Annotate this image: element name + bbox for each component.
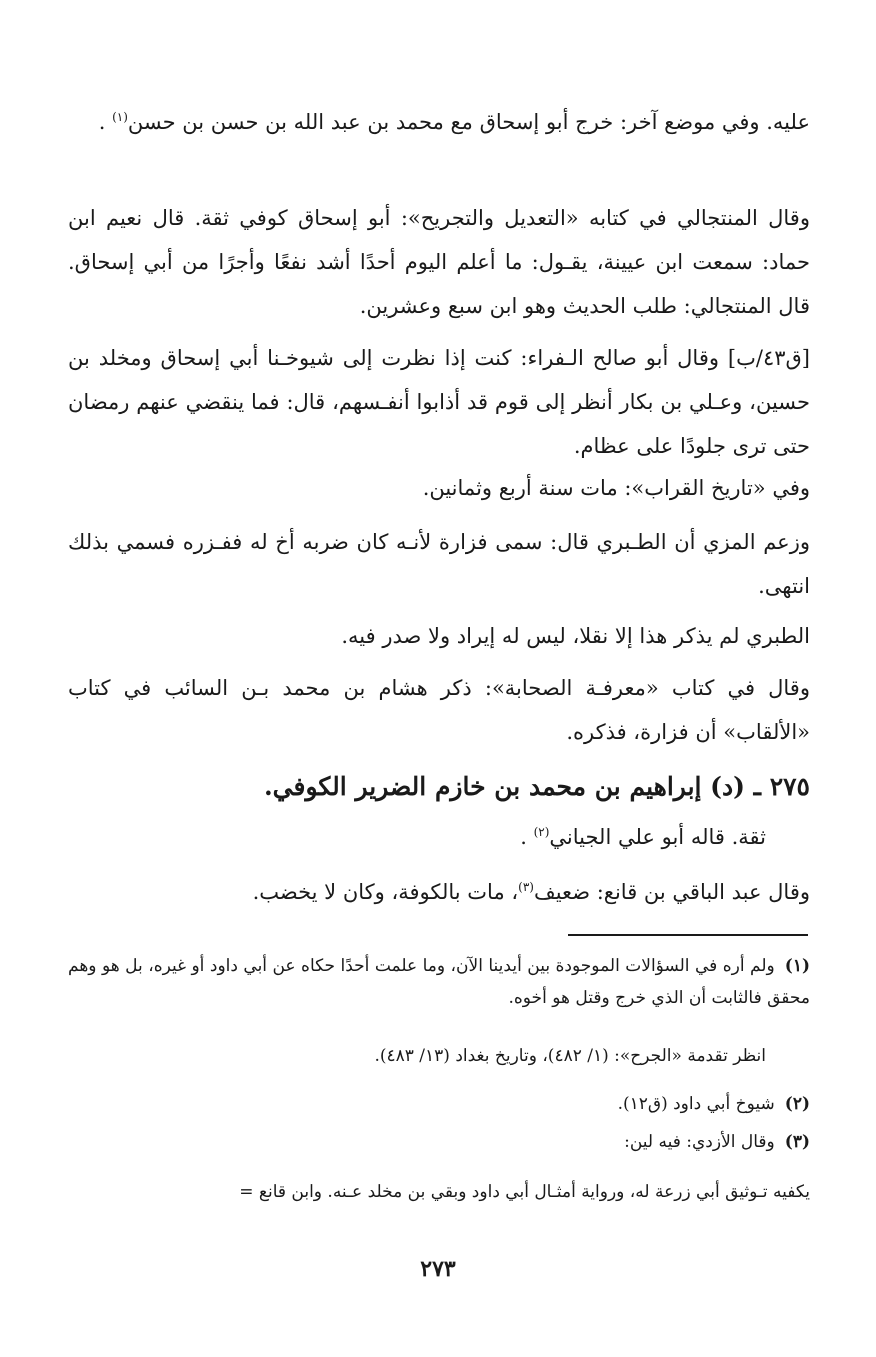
footnote-2-number: (٢) bbox=[784, 1094, 810, 1114]
footnote-1 bbox=[68, 950, 810, 1014]
footnote-2 bbox=[68, 1088, 810, 1120]
entry-line-1: ثقة. قاله أبو علي الجياني$^{(٢)}$ . bbox=[520, 825, 766, 849]
footnote-ref-3: (٣) bbox=[518, 880, 534, 894]
footnote-3-text: وقال الأزدي: فيه لين: bbox=[624, 1132, 775, 1152]
entry-line-1-text: ثقة. قاله أبو علي الجياني bbox=[549, 825, 766, 849]
entry-line-2-text-b: ، مات بالكوفة، وكان لا يخضب. bbox=[252, 880, 519, 904]
page-number: ٢٧٣ bbox=[420, 1256, 456, 1282]
footnote-3 bbox=[68, 1126, 810, 1158]
footnote-3-continuation: يكفيه تـوثيق أبي زرعة له، ورواية أمثـال أبي داود وبقي بن مخلد عـنه. وابن قانع = bbox=[239, 1182, 810, 1202]
paragraph-7: وقال في كتاب «معرفـة الصحابة»: ذكر هشام بن محمد بـن السائب في كتاب «الألقاب» أن فزارة، فذكره. bbox=[68, 676, 810, 744]
entry-heading: ٢٧٥ ـ (د) إبراهيم بن محمد بن خازم الضرير الكوفي. bbox=[263, 772, 810, 801]
paragraph-1: عليه. وفي موضع آخر: خرج أبو إسحاق مع محمد بن عبد الله بن حسن بن حسن$^{(١)}$ . bbox=[98, 110, 810, 134]
footnote-1-citation: انظر تقدمة «الجرح»: (١/ ٤٨٢)، وتاريخ بغداد (١٣/ ٤٨٣). bbox=[374, 1046, 766, 1066]
paragraph-4: وفي «تاريخ القراب»: مات سنة أربع وثمانين. bbox=[422, 476, 810, 500]
footnote-ref-2: (٢) bbox=[533, 825, 550, 839]
paragraph-5: وزعم المزي أن الطـبري قال: سمى فزارة لأنـه كان ضربه أخ له ففـزره فسمي بذلك انتهى. bbox=[68, 530, 810, 598]
paragraph-6: الطبري لم يذكر هذا إلا نقلا، ليس له إيراد ولا صدر فيه. bbox=[341, 624, 810, 648]
entry-line-2-text-a: وقال عبد الباقي بن قانع: ضعيف bbox=[533, 880, 810, 904]
footnote-3-number: (٣) bbox=[784, 1132, 810, 1152]
footnote-2-text: شيوخ أبي داود (ق١٢). bbox=[617, 1094, 775, 1114]
footnote-1-text: ولم أره في السؤالات الموجودة بين أيدينا الآن، وما علمت أحدًا حكاه عن أبي داود أو غيره، بل هو وهم محقق فالثابت أن الذي خرج وقتل هو أخوه. bbox=[68, 956, 810, 1008]
footnote-ref-1: (١) bbox=[112, 110, 128, 124]
footnote-divider bbox=[568, 934, 808, 936]
footnote-1-number: (١) bbox=[784, 956, 810, 976]
paragraph-3: [ق٤٣/ب] وقال أبو صالح الـفراء: كنت إذا نظرت إلى شيوخـنا أبي إسحاق ومخلد بن حسين، وعـلي بن بكار أنظر إلى قوم قد أذابوا أنفـسهم، قال: فما ينقضي عنهم رمضان حتى ترى جلودًا على عظام. bbox=[68, 346, 810, 458]
paragraph-2: وقال المنتجالي في كتابه «التعديل والتجريح»: أبو إسحاق كوفي ثقة. قال نعيم ابن حماد: سمعت ابن عيينة، يقـول: ما أعلم اليوم أحدًا أشد نفعًا وأجرًا من أبي إسحاق. قال المنتجالي: طلب الحديث وهو ابن سبع وعشرين. bbox=[68, 206, 810, 318]
paragraph-1-text: عليه. وفي موضع آخر: خرج أبو إسحاق مع محمد بن عبد الله بن حسن بن حسن bbox=[127, 110, 810, 134]
entry-line-2 bbox=[68, 870, 810, 914]
